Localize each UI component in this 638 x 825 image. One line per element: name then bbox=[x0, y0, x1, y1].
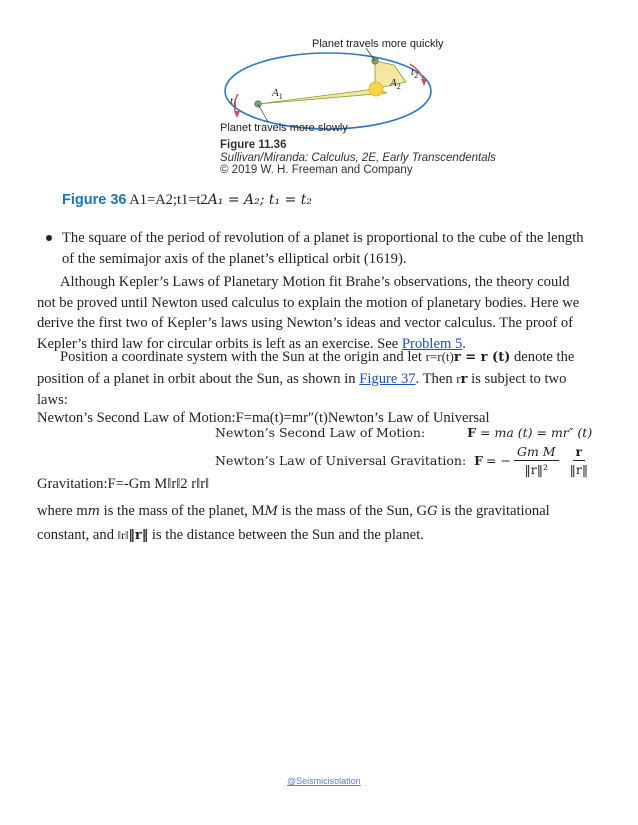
paragraph-line: laws: bbox=[37, 392, 68, 408]
equation-label: Newton’s Second Law of Motion: bbox=[215, 425, 426, 440]
laws-plain-line-2: Gravitation:F=-Gm M‖r‖2 r‖r‖ bbox=[37, 476, 210, 492]
paragraph-kepler bbox=[37, 272, 579, 354]
figure-caption-number: Figure 36 bbox=[62, 192, 127, 208]
equation-fraction: $\frac{r}{‖r‖}$ bbox=[569, 444, 589, 477]
problem-5-link[interactable]: Problem 5 bbox=[401, 335, 463, 352]
paragraph-line: Kepler’s third law for circular orbits is left as an exercise. See Problem 5. bbox=[37, 335, 466, 352]
bullet-dot bbox=[46, 235, 52, 241]
bullet-text bbox=[62, 228, 584, 269]
equation-gravitation: Newton’s Law of Universal Gravitation: F = − $\frac{\text{Gm M}}{\text{‖r‖²}}$ $\frac{r}{‖r‖}$ bbox=[215, 444, 591, 477]
figure-caption-plain: A1=A2;t1=t2 bbox=[129, 192, 208, 208]
paragraph-line: Although Kepler’s Laws of Planetary Motion fit Brahe’s observations, the theory could bbox=[60, 274, 570, 290]
time-t1-label: $t_1$ bbox=[230, 95, 238, 110]
area-a1-label: $A_1$ bbox=[272, 87, 283, 102]
paragraph-line: constant, and ‖r‖‖r‖ is the distance between the Sun and the planet. bbox=[37, 526, 424, 543]
bullet-line: of the semimajor axis of the planet’s elliptical orbit (1619). bbox=[62, 250, 407, 267]
figure-credit-title: Figure 11.36 bbox=[220, 139, 287, 151]
paragraph-line: Position a coordinate system with the Sun at the origin and let r=r(t)r = r (t) denote the bbox=[60, 349, 575, 365]
paragraph-variables bbox=[37, 501, 550, 546]
figure-caption bbox=[62, 192, 312, 209]
figure-credit bbox=[220, 139, 496, 177]
paragraph-line: position of a planet in orbit about the Sun, as shown in Figure 37. Then rr is subject to two bbox=[37, 370, 567, 387]
figure-credit-copyright: © 2019 W. H. Freeman and Company bbox=[220, 164, 413, 177]
figure-37-link[interactable]: Figure 37 bbox=[359, 370, 416, 387]
paragraph-line: derive the first two of Kepler’s laws using Newton’s ideas and vector calculus. The proof of bbox=[37, 315, 574, 331]
equation-fraction: $\frac{\text{Gm M}}{\text{‖r‖²}}$ bbox=[514, 444, 559, 477]
figure-caption-math: A₁ = A₂; t₁ = t₂ bbox=[207, 192, 313, 208]
watermark-link[interactable]: @Seismicisolation bbox=[287, 776, 361, 786]
time-t2-label: $t_2$ bbox=[411, 66, 419, 81]
slow-planet-label: Planet travels more slowly bbox=[220, 122, 348, 134]
paragraph-line: where mm is the mass of the planet, MM is the mass of the Sun, GG is the gravitational bbox=[37, 503, 550, 519]
paragraph-line: not be proved until Newton used calculus to explain the motion of planetary bodies. Here we bbox=[37, 294, 580, 311]
bullet-line: The square of the period of revolution of a planet is proportional to the cube of the length bbox=[62, 230, 584, 246]
paragraph-coordinates bbox=[37, 347, 574, 411]
figure-credit-source: Sullivan/Miranda: Calculus, 2E, Early Transcendentals bbox=[220, 151, 496, 164]
equation-second-law: Newton’s Second Law of Motion: F = ma (t) = mr″ (t) bbox=[215, 425, 593, 440]
fast-planet-label: Planet travels more quickly bbox=[312, 38, 444, 50]
area-a2-label: $A_2$ bbox=[390, 77, 401, 92]
laws-plain-line-1: Newton’s Second Law of Motion:F=ma(t)=mr″(t)Newton’s Law of Universal bbox=[37, 410, 490, 426]
equation-label: Newton’s Law of Universal Gravitation: bbox=[215, 453, 467, 468]
